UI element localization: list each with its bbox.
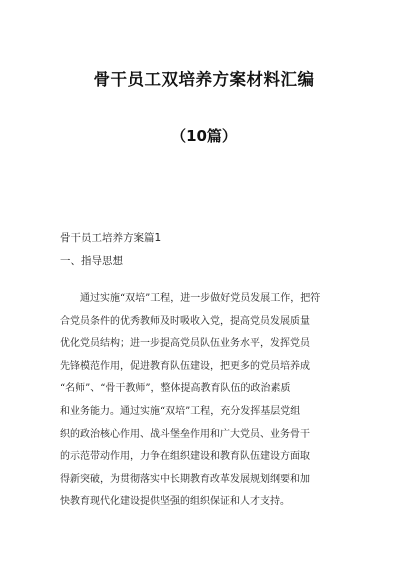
- paragraph-line: 的示范带动作用，力争在组织建设和教育队伍建设方面取: [60, 451, 310, 463]
- paragraph-line: 优化党员结构；进一步提高党员队伍业务水平，发挥党员: [60, 338, 310, 350]
- paragraph-line: 合党员条件的优秀教师及时吸收入党，提高党员发展质量: [60, 315, 310, 327]
- paragraph-line: 通过实施“双培”工程，进一步做好党员发展工作，把符: [80, 293, 321, 304]
- body-paragraph: [60, 288, 356, 514]
- paragraph-line: 和业务能力。通过实施“双培”工程，充分发挥基层党组: [60, 405, 301, 417]
- paragraph-line: 快教育现代化建设提供坚强的组织保证和人才支持。: [60, 496, 290, 508]
- paragraph-line: 得新突破，为贯彻落实中长期教育改革发展规划纲要和加: [60, 473, 310, 485]
- section-heading: 一、指导思想: [60, 255, 123, 267]
- document-subtitle: （10篇）: [171, 127, 237, 145]
- article-title: 骨干员工培养方案篇1: [60, 232, 162, 244]
- document-title: 骨干员工双培养方案材料汇编: [93, 70, 315, 89]
- paragraph-line: 织的政治核心作用、战斗堡垒作用和广大党员、业务骨干: [60, 428, 310, 440]
- paragraph-line: 先锋模范作用，促进教育队伍建设，把更多的党员培养成: [60, 360, 310, 372]
- paragraph-line: “名师”、“骨干教师”，整体提高教育队伍的政治素质: [60, 383, 291, 395]
